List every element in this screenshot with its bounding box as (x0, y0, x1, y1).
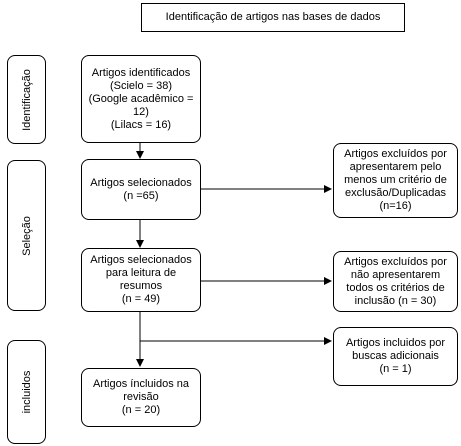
phase-selecao-label: Seleção (20, 215, 33, 256)
box-excluded-2-line: não apresentarem (350, 268, 441, 281)
box-additional-line: Artigos incluidos por (345, 337, 446, 349)
box-excluded-2-line: inclusão (n = 30) (354, 294, 437, 307)
box-summary-read-line: resumos (119, 280, 163, 292)
box-additional-line: (n = 1) (379, 363, 412, 375)
box-included (81, 368, 201, 427)
box-included-line: (n = 20) (121, 404, 161, 416)
box-excluded-1-line: menos um critério de (344, 174, 447, 186)
box-identified-line: (Lilacs = 16) (110, 118, 172, 131)
box-summary-read-line: Artigos selecionados (90, 254, 192, 266)
box-excluded-2-line: todos os critérios de (346, 281, 445, 294)
box-selected-line: (n =65) (123, 189, 159, 202)
box-excluded-2-line: Artigos excluídos por (344, 255, 447, 268)
box-excluded-2 (333, 251, 458, 312)
box-excluded-1 (333, 143, 458, 218)
box-summary-read-line: (n = 49) (121, 293, 161, 305)
box-excluded-1-line: apresentarem pelo (349, 161, 442, 173)
box-selected (81, 159, 201, 220)
box-identified-line: Artigos identificados (91, 66, 191, 79)
box-summary-read-line: para leitura de (105, 267, 177, 279)
box-identified-line: (Scielo = 38) (109, 79, 173, 92)
box-selected-line: Artigos selecionados (90, 176, 192, 189)
title-box (141, 3, 405, 32)
box-additional (333, 327, 458, 386)
box-excluded-1-line: Artigos excluídos por (344, 148, 447, 160)
phase-identificacao (7, 55, 46, 144)
box-summary-read (81, 248, 201, 312)
box-identified-line: (Google acadêmico = (88, 92, 194, 105)
title-text: Identificação de artigos nas bases de dados (165, 11, 381, 23)
box-additional-line: buscas adicionais (352, 350, 439, 362)
phase-incluidos (7, 340, 46, 444)
phase-identificacao-label: Identificação (20, 68, 33, 131)
box-identified (81, 55, 201, 143)
box-included-line: revisão (123, 391, 159, 403)
box-excluded-1-line: (n=16) (379, 200, 412, 212)
box-identified-line: 12) (133, 105, 149, 118)
phase-incluidos-label: incluidos (20, 370, 33, 414)
box-excluded-1-line: exclusão/Duplicadas (345, 187, 446, 199)
box-included-line: Artigos íncluidos na (93, 378, 189, 390)
phase-selecao (7, 160, 46, 311)
